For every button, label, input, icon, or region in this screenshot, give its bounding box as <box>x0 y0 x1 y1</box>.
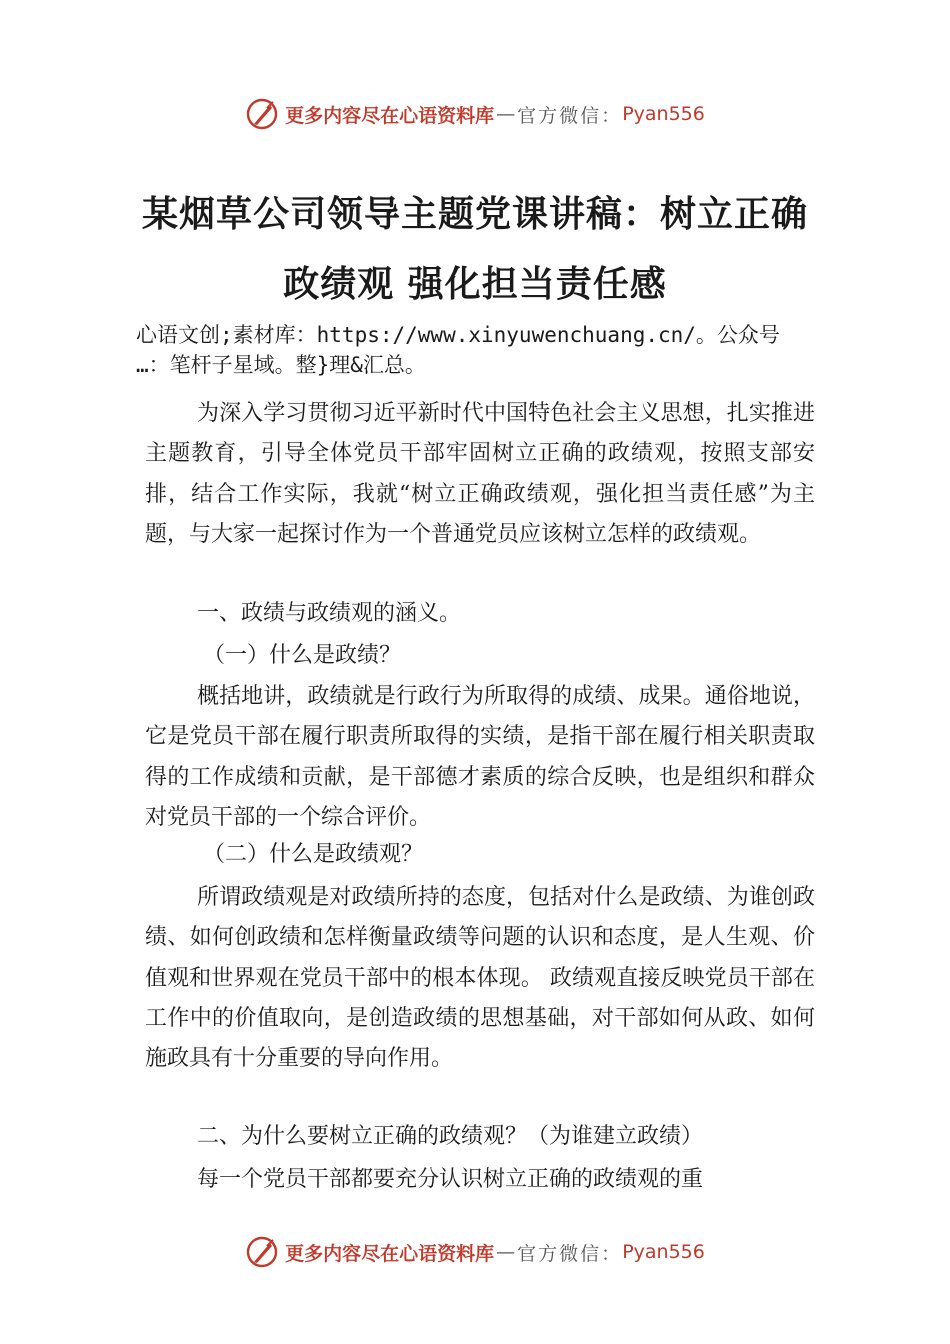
document-title-line-1: 某烟草公司领导主题党课讲稿：树立正确 <box>141 193 808 235</box>
source-note <box>136 320 846 380</box>
banner-separator: — <box>496 1241 516 1263</box>
wechat-id: Pyan556 <box>622 103 705 125</box>
wechat-id: Pyan556 <box>622 1241 705 1263</box>
site-name: 更多内容尽在心语资料库 <box>285 104 495 127</box>
section-2-paragraph: 每一个党员干部都要充分认识树立正确的政绩观的重 <box>197 1167 704 1192</box>
subsection-2-paragraph: 所谓政绩观是对政绩所持的态度，包括对什么是政绩、为谁创政绩、如何创政绩和怎样衡量政绩等问题的认识和态度，是人生观、价值观和世界观在党员干部中的根本体现。 政绩观直接反映党员干部在工作中的价值取向，是创造政绩的思想基础，对干部如何从政、如何施政具有十分重要的导向作用。 <box>145 885 815 1072</box>
subsection-1-paragraph: 概括地讲，政绩就是行政行为所取得的成绩、成果。通俗地说，它是党员干部在履行职责所取得的实绩，是指干部在履行相关职责取得的工作成绩和贡献，是干部德才素质的综合反映，也是组织和群众对党员干部的一个综合评价。 <box>145 684 815 830</box>
quill-pen-logo-icon <box>245 1235 279 1269</box>
banner-separator: — <box>496 103 516 125</box>
subsection-2-heading: （二）什么是政绩观？ <box>203 842 424 867</box>
source-note-line-1: 心语文创;素材库：https://www.xinyuwenchuang.cn/。公众号 <box>136 323 780 347</box>
source-note-line-2: …：笔杆子星域。整}理&汇总。 <box>136 353 426 377</box>
wechat-label: 官方微信： <box>517 104 623 127</box>
quill-pen-logo-icon <box>245 97 279 131</box>
document-title-line-2: 政绩观 强化担当责任感 <box>283 263 667 305</box>
intro-paragraph: 为深入学习贯彻习近平新时代中国特色社会主义思想，扎实推进主题教育，引导全体党员干部牢固树立正确的政绩观，按照支部安排，结合工作实际，我就“树立正确政绩观，强化担当责任感”为主题，与大家一起探讨作为一个普通党员应该树立怎样的政绩观。 <box>145 401 815 547</box>
section-1-heading: 一、政绩与政绩观的涵义。 <box>197 601 462 626</box>
section-2-heading: 二、为什么要树立正确的政绩观？（为谁建立政绩） <box>197 1124 704 1149</box>
subsection-1-heading: （一）什么是政绩？ <box>203 643 402 668</box>
footer-banner <box>0 1230 950 1274</box>
wechat-label: 官方微信： <box>517 1242 623 1265</box>
header-banner <box>0 92 950 136</box>
site-name: 更多内容尽在心语资料库 <box>285 1242 495 1265</box>
